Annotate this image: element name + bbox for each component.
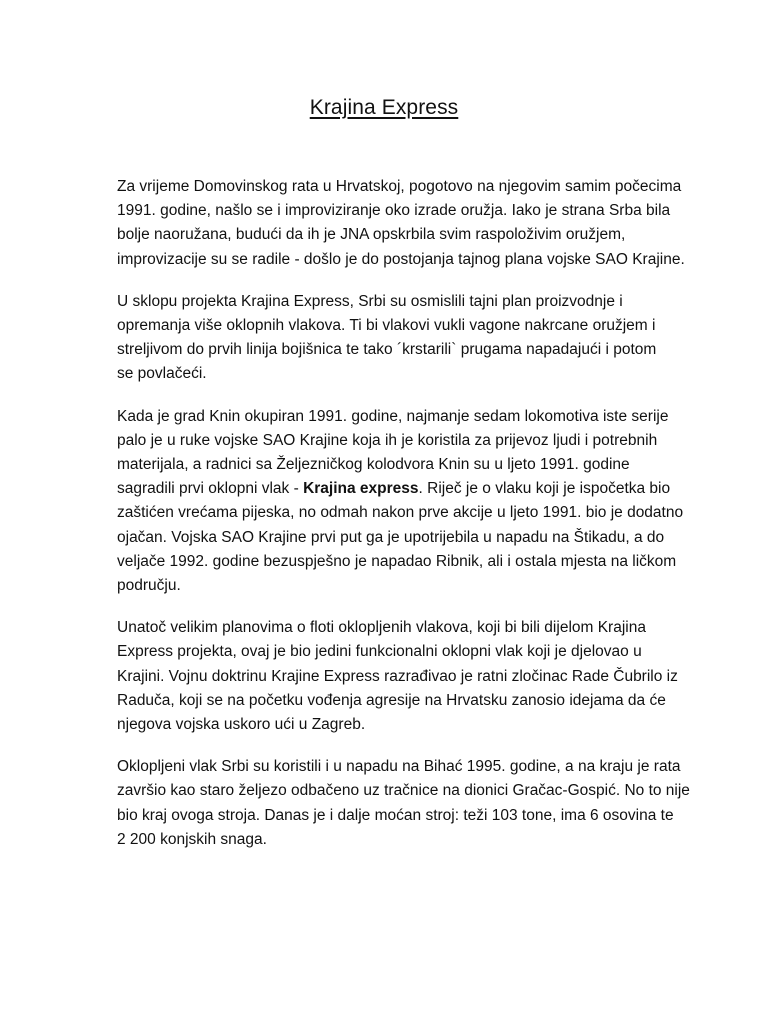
text-line: Raduča, koji se na početku vođenja agresije na Hrvatsku zanosio idejama da će	[117, 691, 666, 709]
bold-train-name: Krajina express	[303, 480, 419, 498]
text-line: Krajini. Vojnu doktrinu Krajine Express razrađivao je ratni zločinac Rade Čubrilo iz	[117, 667, 678, 685]
text-run: sagradili prvi oklopni vlak -	[117, 480, 304, 498]
document-body	[117, 175, 690, 870]
text-line: opremanja više oklopnih vlakova. Ti bi vlakovi vukli vagone nakrcane oružjem i	[117, 317, 656, 335]
text-line: bolje naoružana, budući da ih je JNA opskrbila svim raspoloživim oružjem,	[117, 226, 626, 244]
paragraph-1	[117, 175, 685, 272]
text-line: 1991. godine, našlo se i improviziranje oko izrade oružja. Iako je strana Srba bila	[117, 202, 671, 220]
text-line: se povlačeći.	[117, 365, 207, 383]
text-line: ojačan. Vojska SAO Krajine prvi put ga je upotrijebila u napadu na Štikadu, a do	[117, 528, 665, 546]
text-line: veljače 1992. godine bezuspješno je napadao Ribnik, ali i ostala mjesta na ličkom	[117, 552, 677, 570]
text-line: bio kraj ovoga stroja. Danas je i dalje moćan stroj: teži 103 tone, ima 6 osovina te	[117, 806, 674, 824]
text-line: improvizacije su se radile - došlo je do postojanja tajnog plana vojske SAO Krajine.	[117, 250, 685, 268]
text-line: Unatoč velikim planovima o floti oklopljenih vlakova, koji bi bili dijelom Krajina	[117, 619, 646, 637]
paragraph-4	[117, 616, 678, 737]
paragraph-3	[117, 405, 684, 599]
document-title: Krajina Express	[309, 96, 459, 119]
text-run: . Riječ je o vlaku koji je ispočetka bio	[418, 480, 671, 498]
text-line: palo je u ruke vojske SAO Krajine koja ih je koristila za prijevoz ljudi i potrebnih	[117, 431, 658, 449]
text-line: području.	[117, 577, 181, 595]
paragraph-5	[117, 755, 690, 852]
text-line: zaštićen vrećama pijeska, no odmah nakon prve akcije u ljeto 1991. bio je dodatno	[117, 504, 684, 522]
text-line: 2 200 konjskih snaga.	[117, 830, 267, 848]
text-line: Oklopljeni vlak Srbi su koristili i u napadu na Bihać 1995. godine, a na kraju je rata	[117, 758, 681, 776]
text-line: završio kao staro željezo odbačeno uz tračnice na dionici Gračac-Gospić. No to nije	[117, 782, 690, 800]
text-line: Za vrijeme Domovinskog rata u Hrvatskoj, pogotovo na njegovim samim počecima	[117, 178, 682, 195]
text-line: Kada je grad Knin okupiran 1991. godine, najmanje sedam lokomotiva iste serije	[117, 407, 669, 425]
text-line-with-bold	[117, 477, 669, 501]
text-line: Express projekta, ovaj je bio jedini funkcionalni oklopni vlak koji je djelovao u	[117, 643, 642, 661]
paragraph-2	[117, 290, 669, 387]
text-line: streljivom do prvih linija bojišnica te tako ´krstarili` prugama napadajući i potom	[117, 341, 657, 359]
text-line: U sklopu projekta Krajina Express, Srbi su osmislili tajni plan proizvodnje i	[117, 292, 623, 310]
text-line: materijala, a radnici sa Željezničkog kolodvora Knin su u ljeto 1991. godine	[117, 456, 630, 474]
text-line: njegova vojska uskoro ući u Zagreb.	[117, 716, 366, 734]
